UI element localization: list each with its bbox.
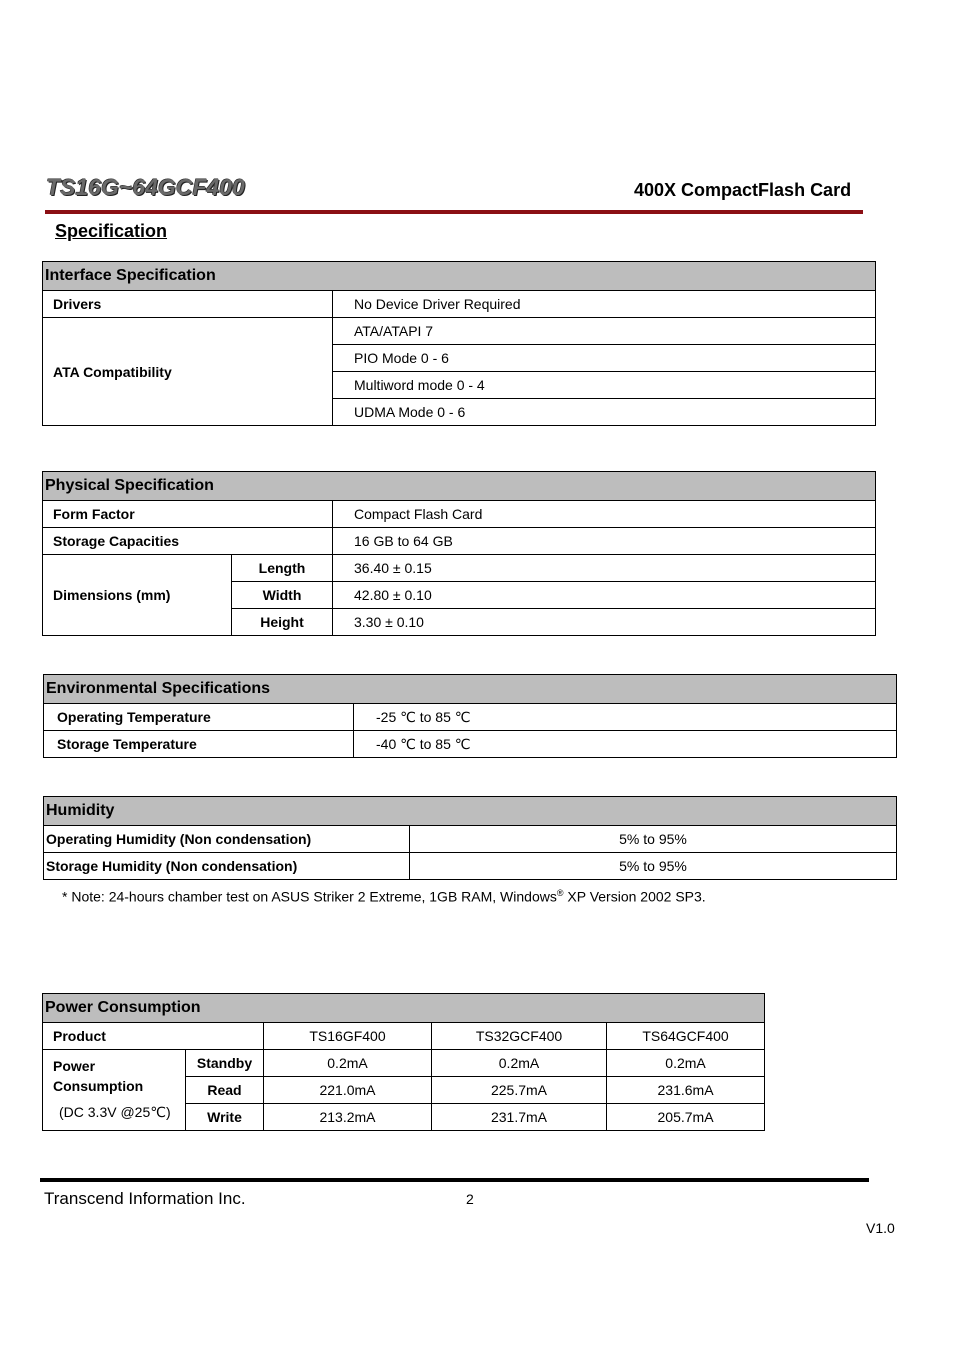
power-value: 0.2mA xyxy=(432,1050,607,1077)
section-title: Specification xyxy=(55,221,168,241)
humidity-title: Humidity xyxy=(44,797,897,826)
document-type: 400X CompactFlash Card xyxy=(634,180,852,200)
form-factor-value: Compact Flash Card xyxy=(333,501,876,528)
storage-capacities-label: Storage Capacities xyxy=(43,528,333,555)
page-number: 2 xyxy=(466,1191,474,1207)
physical-spec-table xyxy=(42,471,876,636)
operating-temperature-value: -25 ℃ to 85 ℃ xyxy=(354,704,897,731)
note-text: * Note: 24-hours chamber test on ASUS Striker 2 Extreme, 1GB RAM, Windows xyxy=(62,888,557,905)
storage-humidity-value: 5% to 95% xyxy=(410,853,897,880)
power-value: 231.7mA xyxy=(432,1104,607,1131)
power-label-line2: Consumption xyxy=(53,1078,144,1094)
ata-compatibility-label: ATA Compatibility xyxy=(43,318,333,426)
registered-mark: ® xyxy=(556,888,564,898)
operating-temperature-label: Operating Temperature xyxy=(44,704,354,731)
ata-value: ATA/ATAPI 7 xyxy=(333,318,876,345)
product-name: TS32GCF400 xyxy=(432,1023,607,1050)
dimensions-label: Dimensions (mm) xyxy=(43,555,232,636)
operating-humidity-value: 5% to 95% xyxy=(410,826,897,853)
operating-humidity-label: Operating Humidity (Non condensation) xyxy=(44,826,410,853)
ata-value: PIO Mode 0 - 6 xyxy=(333,345,876,372)
dimension-height-label: Height xyxy=(232,609,333,636)
test-note xyxy=(62,888,706,905)
form-factor-label: Form Factor xyxy=(43,501,333,528)
power-value: 231.6mA xyxy=(607,1077,765,1104)
product-label: Product xyxy=(43,1023,264,1050)
dimension-width-label: Width xyxy=(232,582,333,609)
power-label-condition: (DC 3.3V @25℃) xyxy=(59,1104,171,1120)
humidity-table xyxy=(43,796,897,880)
power-value: 205.7mA xyxy=(607,1104,765,1131)
product-name: TS64GCF400 xyxy=(607,1023,765,1050)
power-label-line1: Power xyxy=(53,1058,96,1074)
interface-spec-title: Interface Specification xyxy=(43,262,876,291)
storage-capacities-value: 16 GB to 64 GB xyxy=(333,528,876,555)
power-row-label xyxy=(43,1050,186,1131)
storage-temperature-label: Storage Temperature xyxy=(44,731,354,758)
power-value: 221.0mA xyxy=(264,1077,432,1104)
dimension-height-value: 3.30 ± 0.10 xyxy=(333,609,876,636)
product-name: TS16GF400 xyxy=(264,1023,432,1050)
header-divider xyxy=(45,210,863,214)
footer-company: Transcend Information Inc. xyxy=(44,1189,246,1208)
environmental-spec-title: Environmental Specifications xyxy=(44,675,897,704)
document-version: V1.0 xyxy=(866,1220,895,1236)
footer-divider xyxy=(40,1178,869,1182)
storage-humidity-label: Storage Humidity (Non condensation) xyxy=(44,853,410,880)
drivers-value: No Device Driver Required xyxy=(333,291,876,318)
power-consumption-title: Power Consumption xyxy=(43,994,765,1023)
mode-standby-label: Standby xyxy=(186,1050,264,1077)
power-value: 225.7mA xyxy=(432,1077,607,1104)
mode-write-label: Write xyxy=(186,1104,264,1131)
ata-value: Multiword mode 0 - 4 xyxy=(333,372,876,399)
power-consumption-table xyxy=(42,993,765,1131)
interface-spec-table xyxy=(42,261,876,426)
storage-temperature-value: -40 ℃ to 85 ℃ xyxy=(354,731,897,758)
dimension-length-value: 36.40 ± 0.15 xyxy=(333,555,876,582)
power-value: 0.2mA xyxy=(607,1050,765,1077)
mode-read-label: Read xyxy=(186,1077,264,1104)
physical-spec-title: Physical Specification xyxy=(43,472,876,501)
ata-value: UDMA Mode 0 - 6 xyxy=(333,399,876,426)
dimension-width-value: 42.80 ± 0.10 xyxy=(333,582,876,609)
power-value: 213.2mA xyxy=(264,1104,432,1131)
power-value: 0.2mA xyxy=(264,1050,432,1077)
product-title: TS16G~64GCF400 xyxy=(46,174,245,200)
dimension-length-label: Length xyxy=(232,555,333,582)
note-text-after: XP Version 2002 SP3. xyxy=(563,888,706,905)
drivers-label: Drivers xyxy=(43,291,333,318)
environmental-spec-table xyxy=(43,674,897,758)
